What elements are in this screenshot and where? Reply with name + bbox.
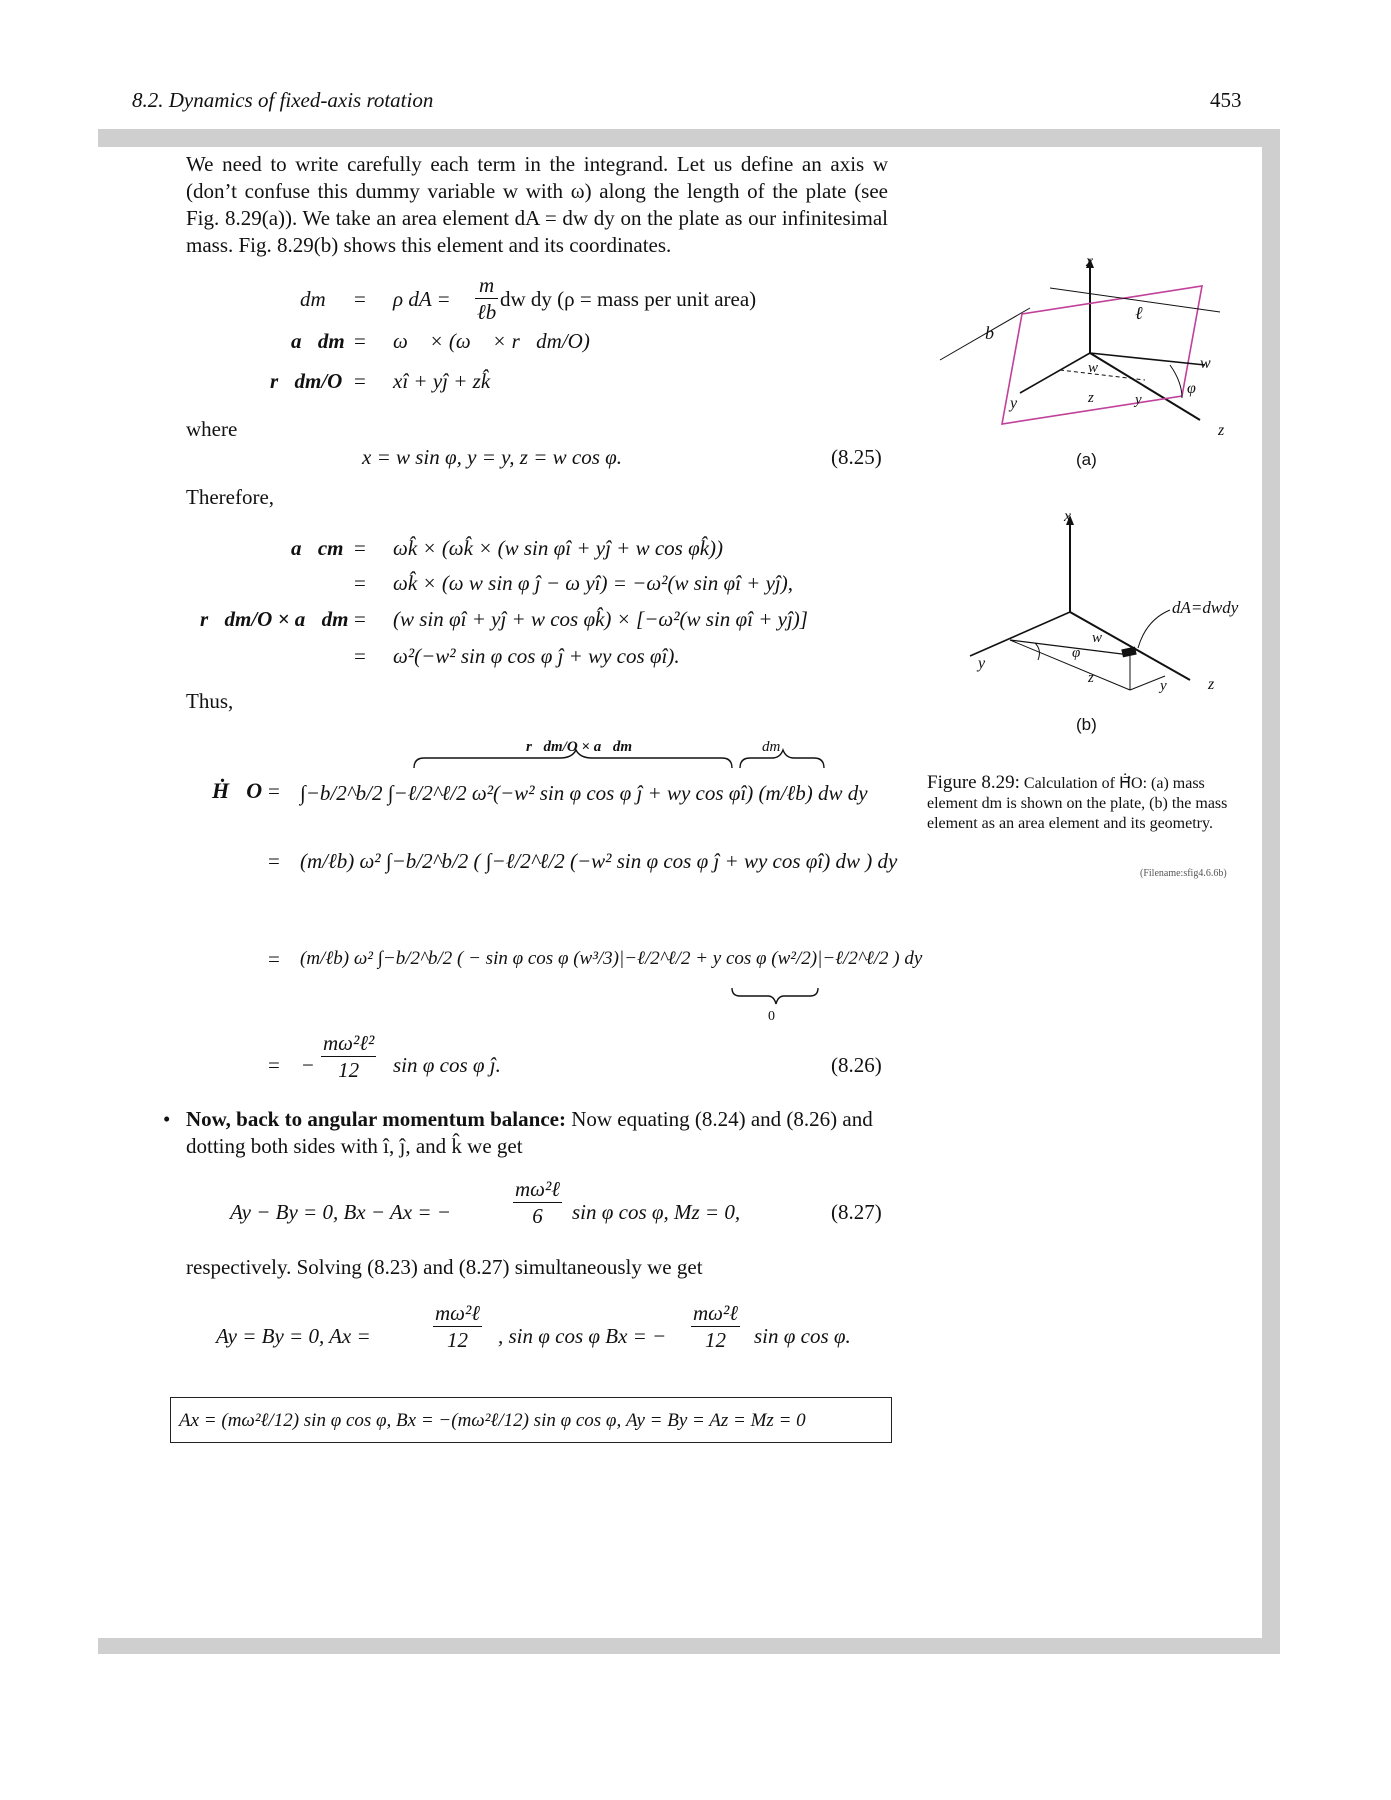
sol-part-a: Ay = By = 0, Ax = — [216, 1324, 371, 1348]
eq827-frac-num: mω²ℓ — [515, 1177, 561, 1201]
eq827-part-a: Ay − By = 0, Bx − Ax = − — [230, 1200, 451, 1224]
page-number: 453 — [1210, 88, 1242, 112]
boxed-result — [170, 1397, 892, 1443]
sol-frac1-num: mω²ℓ — [435, 1301, 481, 1325]
frame-bar-right — [1262, 147, 1280, 1638]
figure-a-label-phi: φ — [1187, 380, 1196, 397]
eq-equals-9: = — [268, 849, 280, 873]
eq-equals-11: = — [268, 1053, 280, 1077]
running-header-title: 8.2. Dynamics of fixed-axis rotation — [132, 88, 434, 112]
eq-dm-frac-num: m — [475, 272, 498, 299]
underbrace-zero-label: 0 — [768, 1009, 775, 1024]
figure-b-dA-leader — [1138, 610, 1170, 648]
eq-ho-line2: (m/ℓb) ω² ∫−b/2^b/2 ( ∫−ℓ/2^ℓ/2 (−w² sin φ cos φ ĵ + wy cos φî) dw ) dy — [300, 849, 898, 873]
bullet-dot: • — [163, 1107, 171, 1131]
bullet-text: Now equating (8.24) and (8.26) and dotting both sides with î, ĵ, and k̂ we get — [186, 1107, 873, 1158]
overbrace-dm — [740, 750, 824, 768]
eq-ho-line3: (m/ℓb) ω² ∫−b/2^b/2 ( − sin φ cos φ (w³/3)|−ℓ/2^ℓ/2 + y cos φ (w²/2)|−ℓ/2^ℓ/2 ) dy — [300, 948, 923, 969]
figure-caption-lead: Figure 8.29: — [927, 772, 1020, 793]
eq-equals-1: = — [354, 287, 366, 311]
eq-dm-frac-den: ℓb — [477, 300, 497, 324]
eq-equals-8: = — [268, 779, 280, 803]
eq-ho-lhs: Ḣ⃗O — [212, 778, 263, 803]
figure-a-label-w: w — [1200, 355, 1211, 372]
underbrace-zero — [730, 986, 820, 1006]
sol-frac1-den: 12 — [447, 1328, 469, 1352]
word-where: where — [186, 417, 238, 441]
figure-a-phi-arc — [1170, 365, 1182, 398]
figure-a-caption-label: (a) — [1076, 450, 1097, 469]
figure-b-label-z: z — [1208, 676, 1215, 693]
figure-a-label-z: z — [1218, 422, 1225, 439]
figure-b-y-axis — [970, 612, 1070, 656]
eq827-part-b: sin φ cos φ, Mz = 0, — [572, 1200, 741, 1224]
eq-number-827: (8.27) — [831, 1200, 882, 1224]
bullet-bold-lead: Now, back to angular momentum balance: — [186, 1107, 566, 1131]
figure-a-label-y: y — [1010, 395, 1018, 412]
eq-cross-rhs1: (w sin φî + yĵ + w cos φk̂) × [−ω²(w sin φî + yĵ)] — [393, 607, 808, 631]
figure-caption — [927, 773, 1257, 834]
eq-dm-tail: dw dy (ρ = mass per unit area) — [500, 287, 757, 311]
figure-a-label-x: x — [1086, 253, 1094, 270]
eq-equals-6: = — [354, 607, 366, 631]
eq-number-826: (8.26) — [831, 1053, 882, 1077]
eq-acm-rhs2: ωk̂ × (ω w sin φ ĵ − ω yî) = −ω²(w sin φî + yĵ), — [393, 571, 793, 595]
eq-coordinates: x = w sin φ, y = y, z = w cos φ. — [362, 445, 622, 469]
eq-rdm-rhs: xî + yĵ + zk̂ — [393, 369, 491, 393]
eq-acm-lhs: a⃗cm — [291, 536, 344, 560]
word-therefore: Therefore, — [186, 485, 275, 509]
eq-adm-lhs: a⃗dm — [291, 329, 345, 353]
figure-b-caption-label: (b) — [1076, 715, 1097, 734]
respectively-paragraph: respectively. Solving (8.23) and (8.27) simultaneously we get — [186, 1255, 703, 1279]
eq-cross-lhs: r⃗dm/O × a⃗dm — [200, 607, 349, 631]
eq-rdm-lhs: r⃗dm/O — [270, 369, 343, 393]
eq-dm-lhs: dm — [300, 287, 326, 311]
sol-frac2-num: mω²ℓ — [693, 1301, 739, 1325]
word-thus: Thus, — [186, 689, 234, 713]
eq-dm-rhs: ρ dA = — [393, 287, 451, 311]
figure-caption-text: Calculation of Ḣ⃗O: (a) mass element dm is shown on the plate, (b) the mass element as an area element and its geometry. — [927, 775, 1228, 832]
brace-label-dm: dm — [762, 739, 781, 755]
eq-equals-5: = — [354, 571, 366, 595]
figure-b-label-z-inner: z — [1088, 670, 1094, 686]
eq-ho-line4-den: 12 — [338, 1058, 360, 1082]
brace-label-cross: r⃗dm/O × a⃗dm — [526, 739, 633, 755]
figure-b-label-phi: φ — [1072, 645, 1081, 661]
eq-equals-4: = — [354, 536, 366, 560]
figure-a-element-dashed — [1060, 370, 1145, 380]
figure-a-label-l: ℓ — [1135, 303, 1143, 323]
eq-equals-10: = — [268, 947, 280, 971]
figure-b-mass-element — [1121, 647, 1136, 658]
figure-a-label-z-inner: z — [1088, 390, 1094, 406]
figure-b-label-y-inner: y — [1160, 678, 1167, 694]
eq-ho-line4-num: mω²ℓ² — [323, 1031, 375, 1055]
figure-a-label-w-inner: w — [1088, 360, 1099, 376]
frame-bar-bottom — [98, 1638, 1280, 1654]
eq-number-825: (8.25) — [831, 445, 882, 469]
figure-b-label-x: x — [1064, 508, 1072, 525]
boxed-result-text: Ax = (mω²ℓ/12) sin φ cos φ, Bx = −(mω²ℓ/12) sin φ cos φ, Ay = By = Az = Mz = 0 — [179, 1410, 806, 1431]
sol-part-c: sin φ cos φ. — [754, 1324, 851, 1348]
figure-a-plate — [920, 250, 1240, 480]
eq-acm-rhs1: ωk̂ × (ωk̂ × (w sin φî + yĵ + w cos φk̂)) — [393, 536, 724, 560]
eq-equals-2: = — [354, 329, 366, 353]
figure-b-label-dA: dA=dwdy — [1172, 598, 1239, 617]
intro-paragraph: We need to write carefully each term in the integrand. Let us define an axis w (don’t confuse this dummy variable w with ω) along the length of the plate (see Fig. 8.29(a)). We take an area element dA = dw dy on the plate as our infinitesimal mass. Fig. 8.29(b) shows this element and its coordinates. — [186, 152, 888, 257]
figure-filename: (Filename:sfig4.6.6b) — [1140, 868, 1227, 879]
eq-adm-rhs: ω⃗ × (ω⃗ × r⃗dm/O) — [393, 329, 590, 353]
eq-equals-7: = — [354, 644, 366, 668]
eq-ho-line1: ∫−b/2^b/2 ∫−ℓ/2^ℓ/2 ω²(−w² sin φ cos φ ĵ + wy cos φî) (m/ℓb) dw dy — [300, 781, 868, 805]
eq-ho-line4-tail: sin φ cos φ ĵ. — [393, 1053, 501, 1077]
figure-b-label-w: w — [1092, 630, 1103, 646]
eq-minus-sign: − — [302, 1053, 314, 1077]
figure-a-y-axis — [1020, 353, 1090, 393]
frame-bar-top — [98, 129, 1280, 147]
bullet-paragraph — [186, 1106, 888, 1160]
eq-cross-rhs2: ω²(−w² sin φ cos φ ĵ + wy cos φî). — [393, 644, 680, 668]
figure-b-label-y: y — [978, 655, 986, 672]
sol-frac2-den: 12 — [705, 1328, 727, 1352]
figure-a-label-b: b — [985, 323, 994, 343]
eq-equals-3: = — [354, 369, 366, 393]
eq827-frac-den: 6 — [532, 1204, 543, 1228]
sol-part-b: , sin φ cos φ Bx = − — [498, 1324, 667, 1348]
figure-a-label-y-inner: y — [1135, 392, 1142, 408]
